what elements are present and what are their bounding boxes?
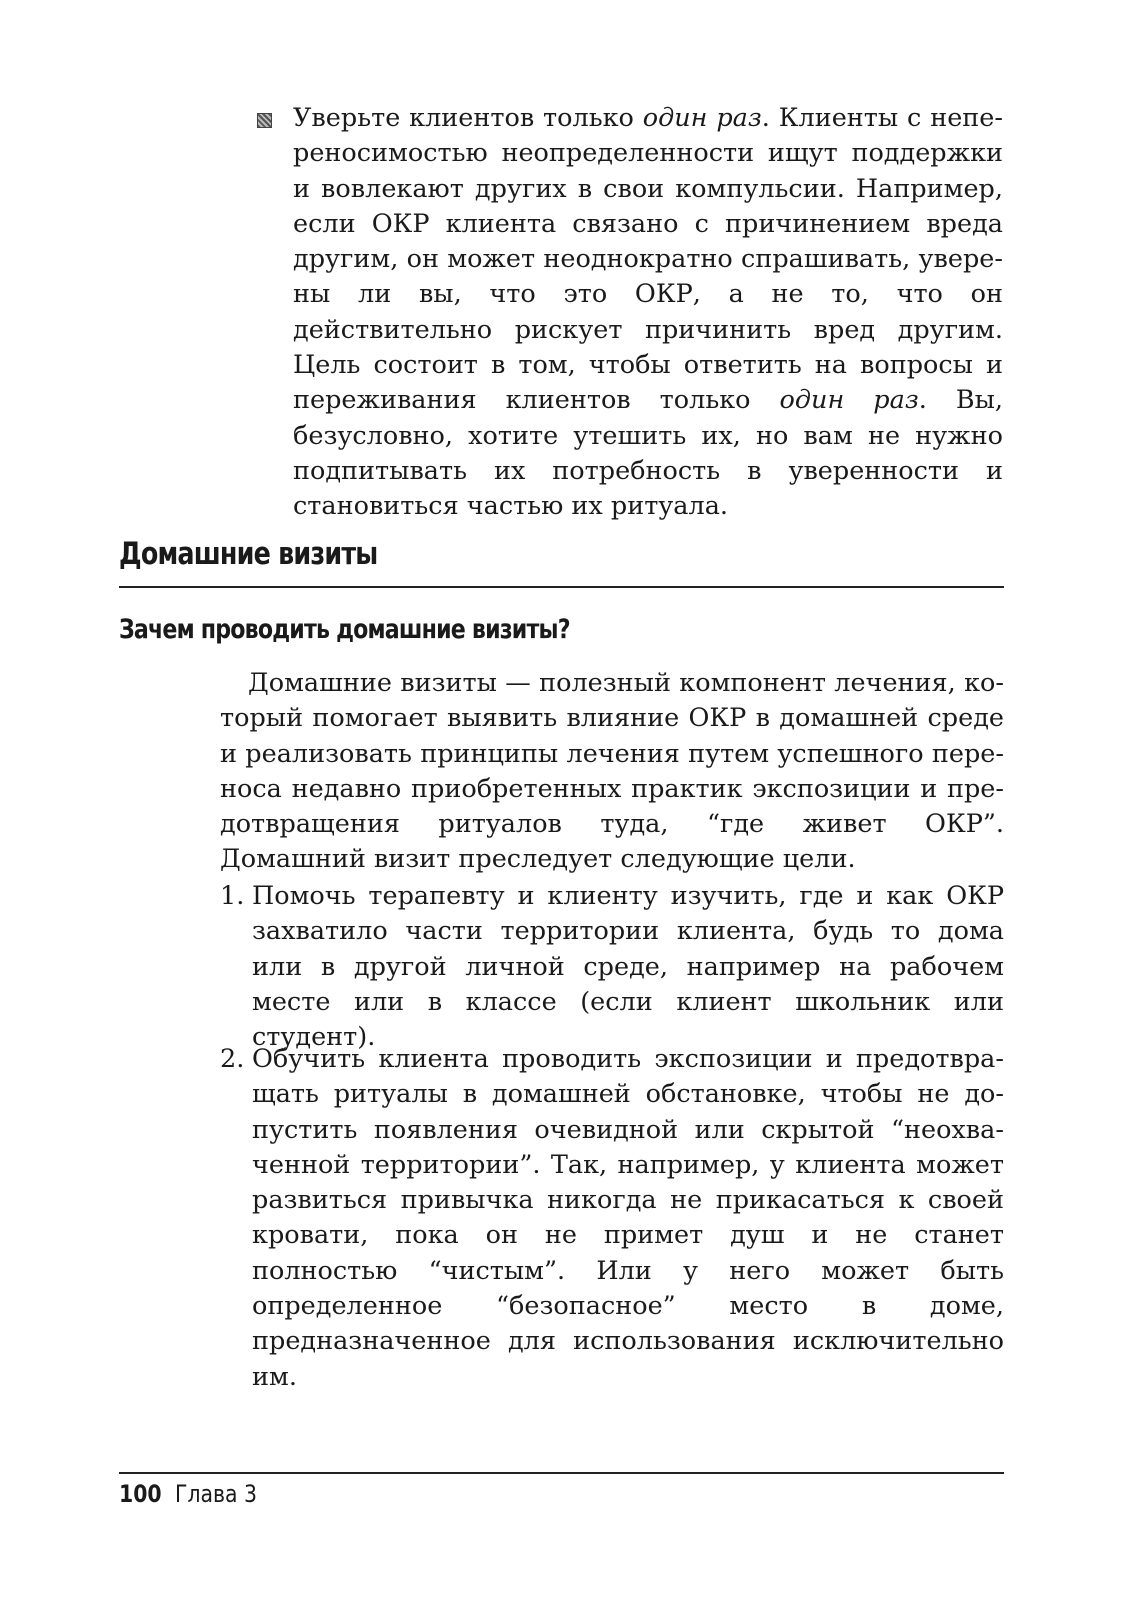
chapter-label: Глава 3: [175, 1480, 258, 1508]
list-item-number: 2.: [220, 1044, 245, 1074]
bullet-text: [293, 101, 1003, 525]
bullet-text-part: . Клиенты с непереносимостью неопределенности ищут поддержки и вовлекают других в свои компульсии. Например, если ОКР клиента связано с причинением вреда другим, он может неоднократно спрашивать, уверены ли вы, что это ОКР, а не то, что он действительно рискует причинить вред другим. Цель состоит в том, чтобы ответить на вопросы и переживания клиентов только: [293, 103, 1004, 416]
bullet-emphasis: один раз: [779, 385, 919, 416]
page-footer: [119, 1478, 272, 1510]
bullet-text-part: . Вы, безусловно, хотите утешить их, но вам не нужно подпитывать их потребность в уверенности и становиться частью их ритуала.: [293, 385, 1004, 522]
page-number: 100: [119, 1480, 162, 1508]
list-item: [220, 1042, 1004, 1395]
footer-rule: [119, 1472, 1004, 1474]
list-item-text: Обучить клиента проводить экспозиции и предотвращать ритуалы в домашней обстановке, чтобы не допустить появления очевидной или скрытой “неохваченной территории”. Так, например, у клиента может развиться привычка никогда не прикасаться к своей кровати, пока он не примет душ и не станет полностью “чистым”. Или у него может быть определенное “безопасное” место в доме, предназначенное для использования исключительно им.: [252, 1044, 1004, 1392]
heading-rule: [119, 586, 1004, 588]
intro-paragraph: Домашние визиты — полезный компонент лечения, который помогает выявить влияние ОКР в домашней среде и реализовать принципы лечения путем успешного переноса недавно приобретенных практик экспозиции и предотвращения ритуалов туда, “где живет ОКР”. Домашний визит преследует следующие цели.: [220, 668, 1004, 875]
subsection-heading: Зачем проводить домашние визиты?: [119, 614, 570, 645]
bullet-emphasis: один раз: [642, 103, 762, 133]
list-item-number: 1.: [220, 881, 245, 911]
list-item-text: Помочь терапевту и клиенту изучить, где и как ОКР захватило части территории клиента, будь то дома или в другой личной среде, например на рабочем месте или в классе (если клиент школьник или студент).: [252, 881, 1004, 1053]
square-bullet-icon: [257, 113, 272, 128]
bullet-item: [293, 101, 1003, 525]
bullet-text-part: Уверьте клиентов только: [293, 103, 643, 133]
list-item: [220, 879, 1004, 1055]
section-heading: Домашние визиты: [119, 536, 378, 572]
